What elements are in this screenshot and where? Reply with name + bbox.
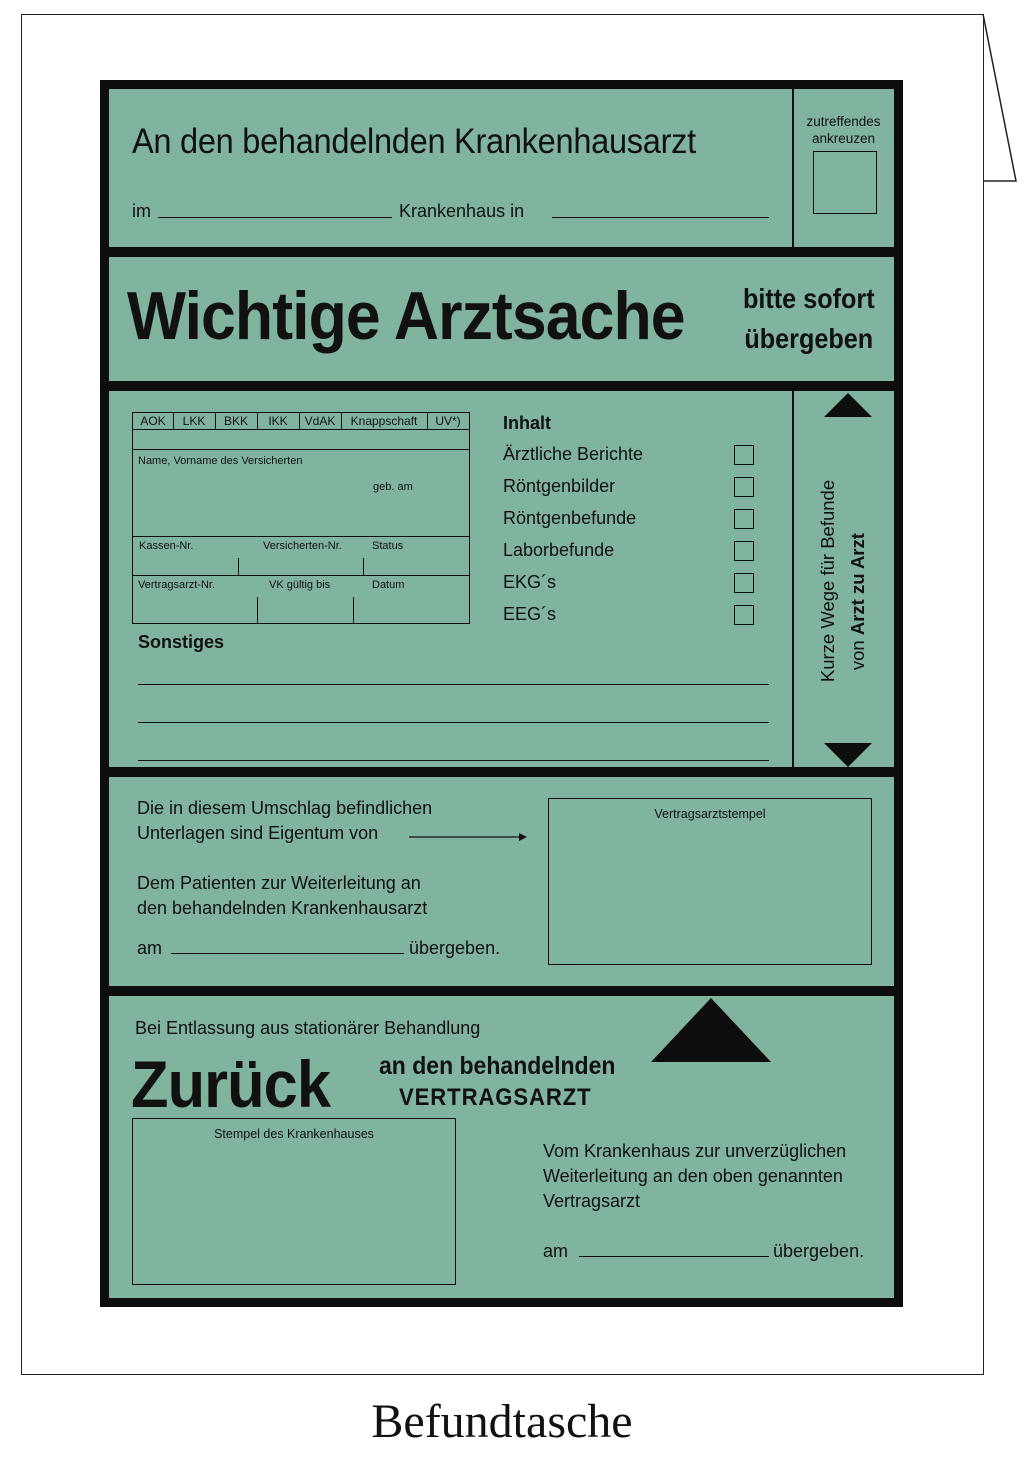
return-line3: Vertragsarzt (543, 1191, 641, 1211)
inhalt-item-ekg: EKG´s (503, 572, 557, 592)
kasse-uv[interactable]: UV*) (435, 414, 461, 428)
return-line1: Vom Krankenhaus zur unverzüglichen (543, 1141, 847, 1161)
ownership-am: am (137, 938, 163, 958)
checkbox-berichte[interactable] (734, 445, 754, 465)
banner-note (743, 279, 875, 359)
return-section (109, 996, 894, 1298)
inhalt-item-berichte: Ärztliche Berichte (503, 444, 644, 464)
im-label: im (132, 201, 151, 221)
sonstiges-line-1[interactable] (138, 684, 769, 685)
side-slogan-prefix: von (847, 635, 868, 671)
inhalt-heading: Inhalt (503, 413, 551, 433)
geb-label: geb. am (373, 481, 413, 493)
kasse-aok[interactable]: AOK (140, 414, 166, 428)
kasse-ikk[interactable]: IKK (268, 414, 288, 428)
return-title: Zurück (131, 1047, 331, 1121)
versicherten-nr-label: Versicherten-Nr. (263, 540, 342, 552)
checkbox-hint: zutreffendes ankreuzen (806, 114, 881, 146)
sonstiges-line-3[interactable] (138, 760, 769, 761)
banner-note-line1: bitte sofort (743, 283, 875, 314)
sonstiges-line-2[interactable] (138, 722, 769, 723)
ownership-line4: den behandelnden Krankenhausarzt (137, 898, 428, 918)
insurance-box (132, 412, 470, 624)
checkbox-roentgenbefunde[interactable] (734, 509, 754, 529)
banner-section (109, 257, 894, 381)
kassen-nr-label: Kassen-Nr. (139, 540, 194, 552)
checkbox-eeg[interactable] (734, 605, 754, 625)
im-field-line[interactable] (158, 217, 392, 218)
krankenhaus-field-line[interactable] (552, 217, 769, 218)
krankenhaus-stamp-label: Stempel des Krankenhauses (214, 1127, 374, 1141)
banner-title: Wichtige Arztsache (127, 278, 685, 354)
contents-section (109, 391, 894, 767)
return-line2: Weiterleitung an den oben genannten (543, 1166, 843, 1186)
vertragsarzt-stamp-label: Vertragsarztstempel (654, 807, 766, 821)
kasse-knappschaft[interactable]: Knappschaft (350, 414, 418, 428)
inhalt-item-roentgenbilder: Röntgenbilder (503, 476, 616, 496)
vertragsarzt-stamp-box[interactable] (548, 798, 872, 965)
ownership-line2: Unterlagen sind Eigentum von (137, 823, 379, 843)
kasse-vdak[interactable]: VdAK (304, 414, 336, 428)
return-uebergeben: übergeben. (773, 1241, 865, 1261)
ownership-section (109, 777, 894, 986)
arrow-right-icon (409, 831, 529, 843)
kasse-bkk[interactable]: BKK (223, 414, 248, 428)
ownership-uebergeben: übergeben. (409, 938, 501, 958)
vertragsarzt-nr-label: Vertragsarzt-Nr. (138, 579, 216, 591)
triangle-down-icon (824, 743, 872, 767)
name-label: Name, Vorname des Versicherten (138, 455, 303, 467)
inhalt-item-eeg: EEG´s (503, 604, 557, 624)
checkbox-ekg[interactable] (734, 573, 754, 593)
checkbox-roentgenbilder[interactable] (734, 477, 754, 497)
return-am: am (543, 1241, 569, 1261)
side-slogan-line1: Kurze Wege für Befunde (817, 479, 838, 683)
inhalt-item-roentgenbefunde: Röntgenbefunde (503, 508, 637, 528)
return-date-line[interactable] (579, 1256, 769, 1257)
inhalt-item-laborbefunde: Laborbefunde (503, 540, 615, 560)
sonstiges-label: Sonstiges (138, 632, 225, 652)
side-slogan (803, 461, 883, 701)
ownership-line1: Die in diesem Umschlag befindlichen (137, 798, 433, 818)
divider (792, 391, 794, 767)
side-slogan-bold: Arzt zu Arzt (847, 533, 868, 636)
befund-form (100, 80, 903, 1307)
caption: Befundtasche (371, 1395, 633, 1448)
recipient-title: An den behandelnden Krankenhausarzt (132, 122, 696, 161)
triangle-up-large-icon (649, 996, 773, 1064)
recipient-checkbox[interactable] (813, 151, 877, 214)
banner-note-line2: übergeben (744, 323, 874, 354)
checkbox-laborbefunde[interactable] (734, 541, 754, 561)
ownership-date-line[interactable] (171, 953, 404, 954)
return-intro: Bei Entlassung aus stationärer Behandlung (135, 1018, 481, 1038)
kasse-lkk[interactable]: LKK (182, 414, 206, 428)
recipient-section (109, 89, 894, 247)
vk-gueltig-label: VK gültig bis (269, 579, 331, 591)
status-label: Status (372, 540, 404, 552)
datum-label: Datum (372, 579, 405, 591)
return-sub1: an den behandelnden (379, 1052, 616, 1080)
return-sub2: VERTRAGSARZT (399, 1084, 592, 1111)
krankenhaus-label: Krankenhaus in (399, 201, 525, 221)
krankenhaus-stamp-box[interactable] (132, 1118, 456, 1285)
ownership-line3: Dem Patienten zur Weiterleitung an (137, 873, 421, 893)
triangle-up-icon (824, 393, 872, 419)
